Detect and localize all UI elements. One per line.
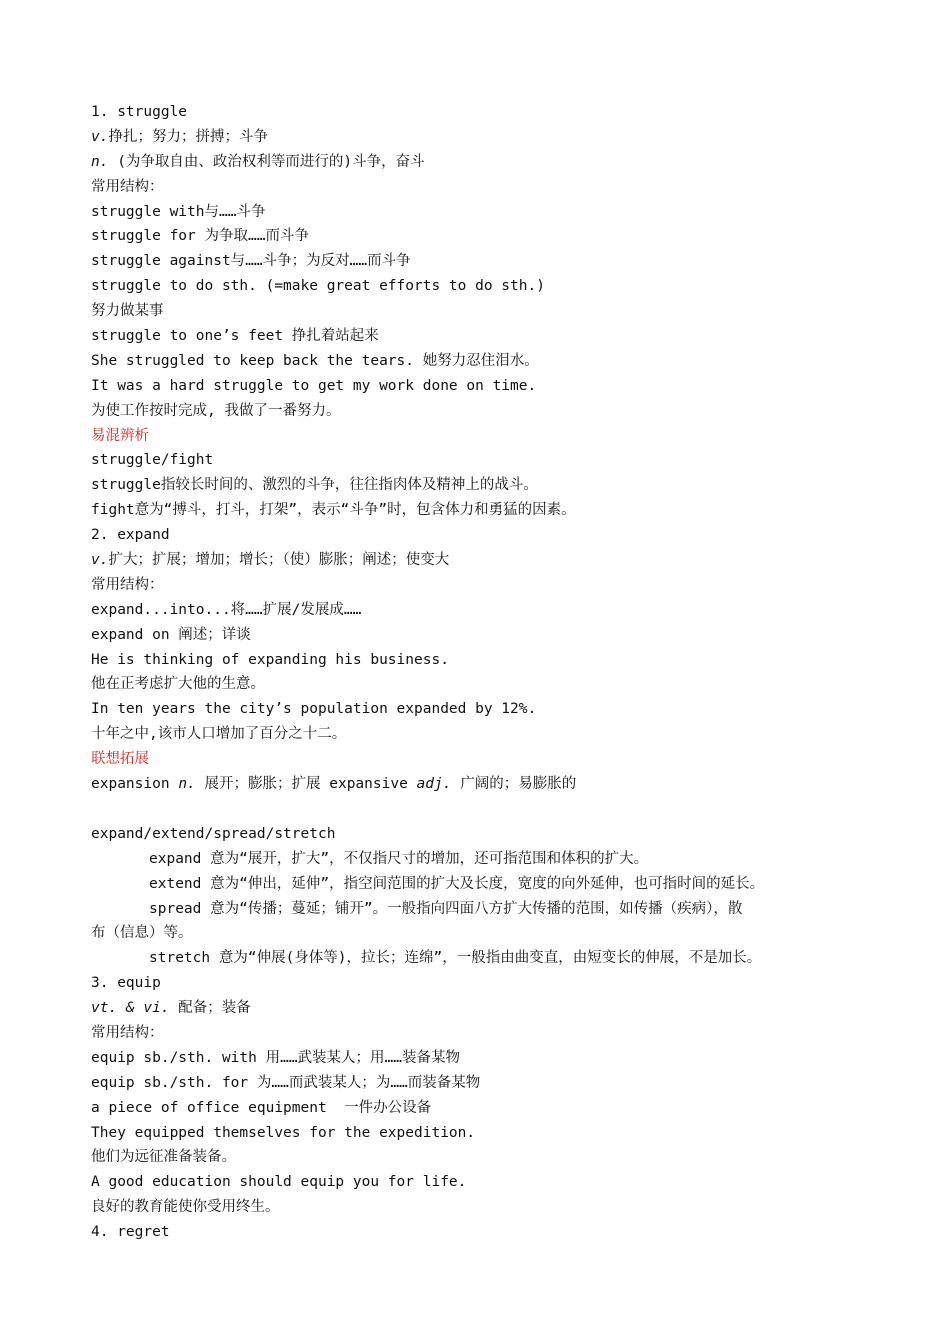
definition-text: (为争取自由、政治权利等而进行的)斗争，奋斗 bbox=[108, 153, 425, 170]
derived-word: expansion bbox=[91, 776, 179, 793]
comparison-note-continued: 布（信息）等。 bbox=[91, 925, 193, 942]
definition-text: 扩大；扩展；增加；增长；（使）膨胀；阐述；使变大 bbox=[108, 552, 450, 569]
definition-verb bbox=[91, 548, 881, 573]
structure-line: a piece of office equipment 一件办公设备 bbox=[91, 1099, 432, 1116]
comparison-title: struggle/fight bbox=[91, 452, 214, 469]
entry-heading-regret: 4. regret bbox=[91, 1224, 170, 1241]
structure-line: expand...into...将……扩展/发展成…… bbox=[91, 601, 362, 618]
comparison-note: extend 意为“伸出，延伸”，指空间范围的扩大及长度，宽度的向外延伸，也可指时间的延长。 bbox=[149, 875, 765, 892]
structure-line: struggle against与……斗争；为反对……而斗争 bbox=[91, 253, 411, 270]
structure-line: equip sb./sth. for 为……而武装某人；为……而装备某物 bbox=[91, 1074, 481, 1091]
comparison-note: struggle指较长时间的、激烈的斗争，往往指肉体及精神上的战斗。 bbox=[91, 477, 538, 494]
section-label-extension: 联想拓展 bbox=[91, 751, 149, 768]
example-sentence: In ten years the city’s population expanded by 12%. bbox=[91, 701, 537, 718]
blank-line bbox=[91, 797, 881, 822]
structure-line: equip sb./sth. with 用……武装某人；用……装备某物 bbox=[91, 1049, 461, 1066]
structure-line: expand on 阐述；详谈 bbox=[91, 626, 251, 643]
entry-heading-expand: 2. expand bbox=[91, 527, 170, 544]
definition-text: 配备；装备 bbox=[169, 1000, 251, 1017]
comparison-title: expand/extend/spread/stretch bbox=[91, 825, 336, 842]
structure-line: struggle to do sth. (=make great efforts to do sth.) bbox=[91, 278, 545, 295]
example-translation: 为使工作按时完成, 我做了一番努力。 bbox=[91, 402, 341, 419]
structure-meaning: 努力做某事 bbox=[91, 303, 164, 320]
derived-meaning: 广阔的；易膨胀的 bbox=[451, 776, 577, 793]
example-sentence: They equipped themselves for the expedition. bbox=[91, 1124, 476, 1141]
definition-verb bbox=[91, 996, 881, 1021]
comparison-note: stretch 意为“伸展(身体等)，拉长；连绵”，一般指由曲变直，由短变长的伸展，不是加长。 bbox=[149, 950, 762, 967]
definition-verb bbox=[91, 125, 881, 150]
example-sentence: He is thinking of expanding his business. bbox=[91, 651, 449, 668]
section-label-structures: 常用结构： bbox=[91, 1024, 164, 1041]
part-of-speech: v. bbox=[91, 552, 109, 569]
definition-text: 挣扎；努力；拼搏；斗争 bbox=[108, 128, 268, 145]
comparison-note: spread 意为“传播；蔓延；铺开”。一般指向四面八方扩大传播的范围，如传播（疾病），散 bbox=[149, 900, 743, 917]
document-page bbox=[91, 100, 881, 1245]
part-of-speech: v. bbox=[91, 128, 109, 145]
example-translation: 十年之中,该市人口增加了百分之十二。 bbox=[91, 726, 347, 743]
structure-line: struggle for 为争取……而斗争 bbox=[91, 228, 309, 245]
entry-heading-equip: 3. equip bbox=[91, 975, 161, 992]
comparison-note: fight意为“搏斗，打斗，打架”，表示“斗争”时，包含体力和勇猛的因素。 bbox=[91, 502, 576, 519]
section-label-structures: 常用结构： bbox=[91, 178, 164, 195]
example-translation: 他在正考虑扩大他的生意。 bbox=[91, 676, 265, 693]
part-of-speech: vt. & vi. bbox=[91, 1000, 170, 1017]
example-translation: 良好的教育能使你受用终生。 bbox=[91, 1199, 280, 1216]
example-sentence: She struggled to keep back the tears. 她努力忍住泪水。 bbox=[91, 352, 539, 369]
section-label-structures: 常用结构： bbox=[91, 576, 164, 593]
comparison-note: expand 意为“展开，扩大”，不仅指尺寸的增加，还可指范围和体积的扩大。 bbox=[149, 850, 649, 867]
part-of-speech: n. bbox=[91, 153, 109, 170]
part-of-speech: n. bbox=[178, 776, 196, 793]
section-label-comparison: 易混辨析 bbox=[91, 427, 149, 444]
structure-line: struggle to one’s feet 挣扎着站起来 bbox=[91, 328, 379, 345]
part-of-speech: adj. bbox=[416, 776, 452, 793]
derived-word: 展开；膨胀；扩展 expansive bbox=[195, 776, 417, 793]
example-translation: 他们为远征准备装备。 bbox=[91, 1149, 236, 1166]
structure-line: struggle with与……斗争 bbox=[91, 203, 266, 220]
example-sentence: It was a hard struggle to get my work done on time. bbox=[91, 377, 537, 394]
definition-noun bbox=[91, 150, 881, 175]
entry-heading-struggle: 1. struggle bbox=[91, 104, 188, 120]
example-sentence: A good education should equip you for life. bbox=[91, 1174, 467, 1191]
derived-words bbox=[91, 772, 881, 797]
